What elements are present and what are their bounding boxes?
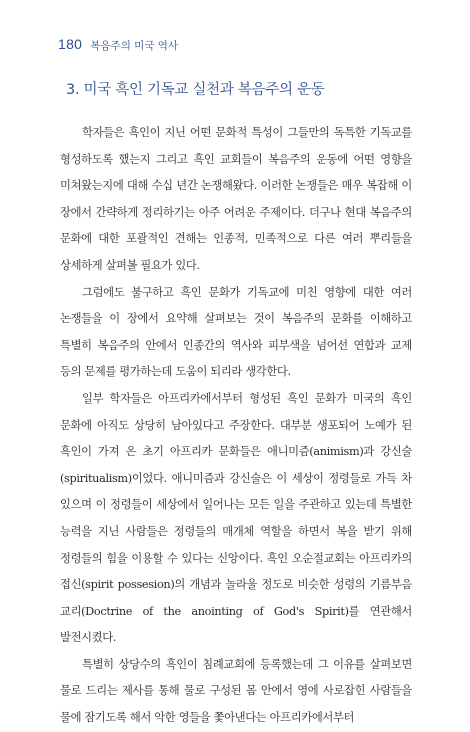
section-title: 3. 미국 흑인 기독교 실천과 복음주의 운동: [66, 82, 325, 98]
paragraph: 학자들은 흑인이 지닌 어떤 문화적 특성이 그들만의 독특한 기독교를 형성하도록 했는지 그리고 흑인 교회들이 복음주의 운동에 어떤 영향을 미쳐왔는지에 대해 수십 년간 논쟁해왔다. 이러한 논쟁들은 매우 복잡해 이 장에서 간략하게 정리하기는 아주 어려운 주제이다. 더구나 현대 복음주의 문화에 대한 포괄적인 견해는 인종적, 민족적으로 다른 여러 뿌리들을 상세하게 살펴볼 필요가 있다.: [60, 126, 412, 272]
body-text: [60, 120, 412, 732]
paragraph: 일부 학자들은 아프리카에서부터 형성된 흑인 문화가 미국의 흑인 문화에 아직도 상당히 남아있다고 주장한다. 대부분 생포되어 노예가 된 흑인이 가져 온 초기 아프리카 문화들은 애니미즘(animism)과 강신술(spiritualism)이었다. 애니미즘과 강신술은 이 세상이 정령들로 가득 차 있으며 이 정령들이 세상에서 일어나는 모든 일을 주관하고 있는데 특별한 능력을 지닌 사람들은 정령들의 매개체 역할을 하면서 복을 받기 위해 정령들의 힘을 이용할 수 있다는 신앙이다. 흑인 오순절교회는 아프리카의 접신(spirit possesion)의 개념과 놀라울 정도로 비슷한 성령의 기름부음 교리(Doctrine of the anointing of God's Spirit)를 연관해서 발전시켰다.: [60, 391, 412, 645]
page-number: 180: [58, 36, 83, 52]
running-head: [58, 36, 178, 53]
paragraph: 그럼에도 불구하고 흑인 문화가 기독교에 미친 영향에 대한 여러 논쟁들을 이 장에서 요약해 살펴보는 것이 복음주의 문화를 이해하고 특별히 복음주의 안에서 인종간의 역사와 피부색을 넘어선 연합과 교제 등의 문제를 평가하는데 도움이 되리라 생각한다.: [60, 285, 412, 379]
book-title: 복음주의 미국 역사: [90, 40, 179, 52]
paragraph: 특별히 상당수의 흑인이 침례교회에 등록했는데 그 이유를 살펴보면 물로 드리는 제사를 통해 물로 구성된 몸 안에서 영에 사로잡힌 사람들을 물에 잠기도록 해서 악한 영들을 쫓아낸다는 아프리카에서부터: [60, 657, 412, 725]
